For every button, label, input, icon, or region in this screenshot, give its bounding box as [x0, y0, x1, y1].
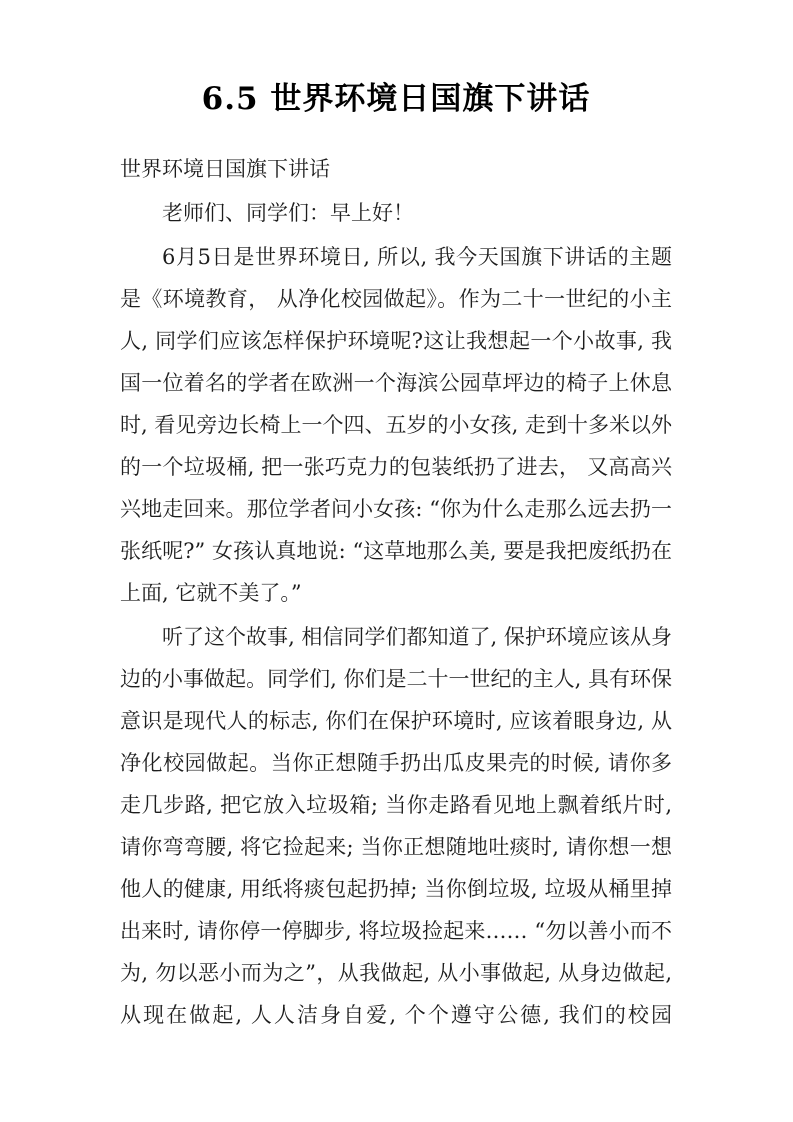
paragraph: 世界环境日国旗下讲话	[120, 157, 330, 181]
document-title: 6.5 世界环境日国旗下讲话	[201, 81, 591, 117]
document-body	[120, 148, 672, 1036]
paragraph: 6月5日是世界环境日, 所以, 我今天国旗下讲话的主题是《环境教育， 从净化校园做起》。作为二十一世纪的小主人, 同学们应该怎样保护环境呢?这让我想起一个小故事, 我国一位着名的学者在欧洲一个海滨公园草坪边的椅子上休息时, 看见旁边长椅上一个四、五岁的小女孩, 走到十多米以外的一个垃圾桶, 把一张巧克力的包装纸扔了进去， 又高高兴兴地走回来。那位学者问小女孩: “你为什么走那么远去扔一张纸呢?” 女孩认真地说: “这草地那么美, 要是我把废纸扔在上面, 它就不美了。”	[120, 245, 672, 605]
paragraph: 老师们、同学们：早上好！	[162, 201, 414, 225]
paragraph: 听了这个故事, 相信同学们都知道了, 保护环境应该从身边的小事做起。同学们, 你们是二十一世纪的主人, 具有环保意识是现代人的标志, 你们在保护环境时, 应该着眼身边, 从净化校园做起。当你正想随手扔出瓜皮果壳的时候, 请你多走几步路, 把它放入垃圾箱; 当你走路看见地上飘着纸片时, 请你弯弯腰, 将它捡起来; 当你正想随地吐痰时, 请你想一想他人的健康, 用纸将痰包起扔掉; 当你倒垃圾, 垃圾从桶里掉出来时, 请你停一停脚步, 将垃圾捡起来…… “勿以善小而不为, 勿以恶小而为之”，从我做起, 从小事做起, 从身边做起, 从现在做起, 人人洁身自爱, 个个遵守公德, 我们的校园	[120, 625, 672, 1027]
